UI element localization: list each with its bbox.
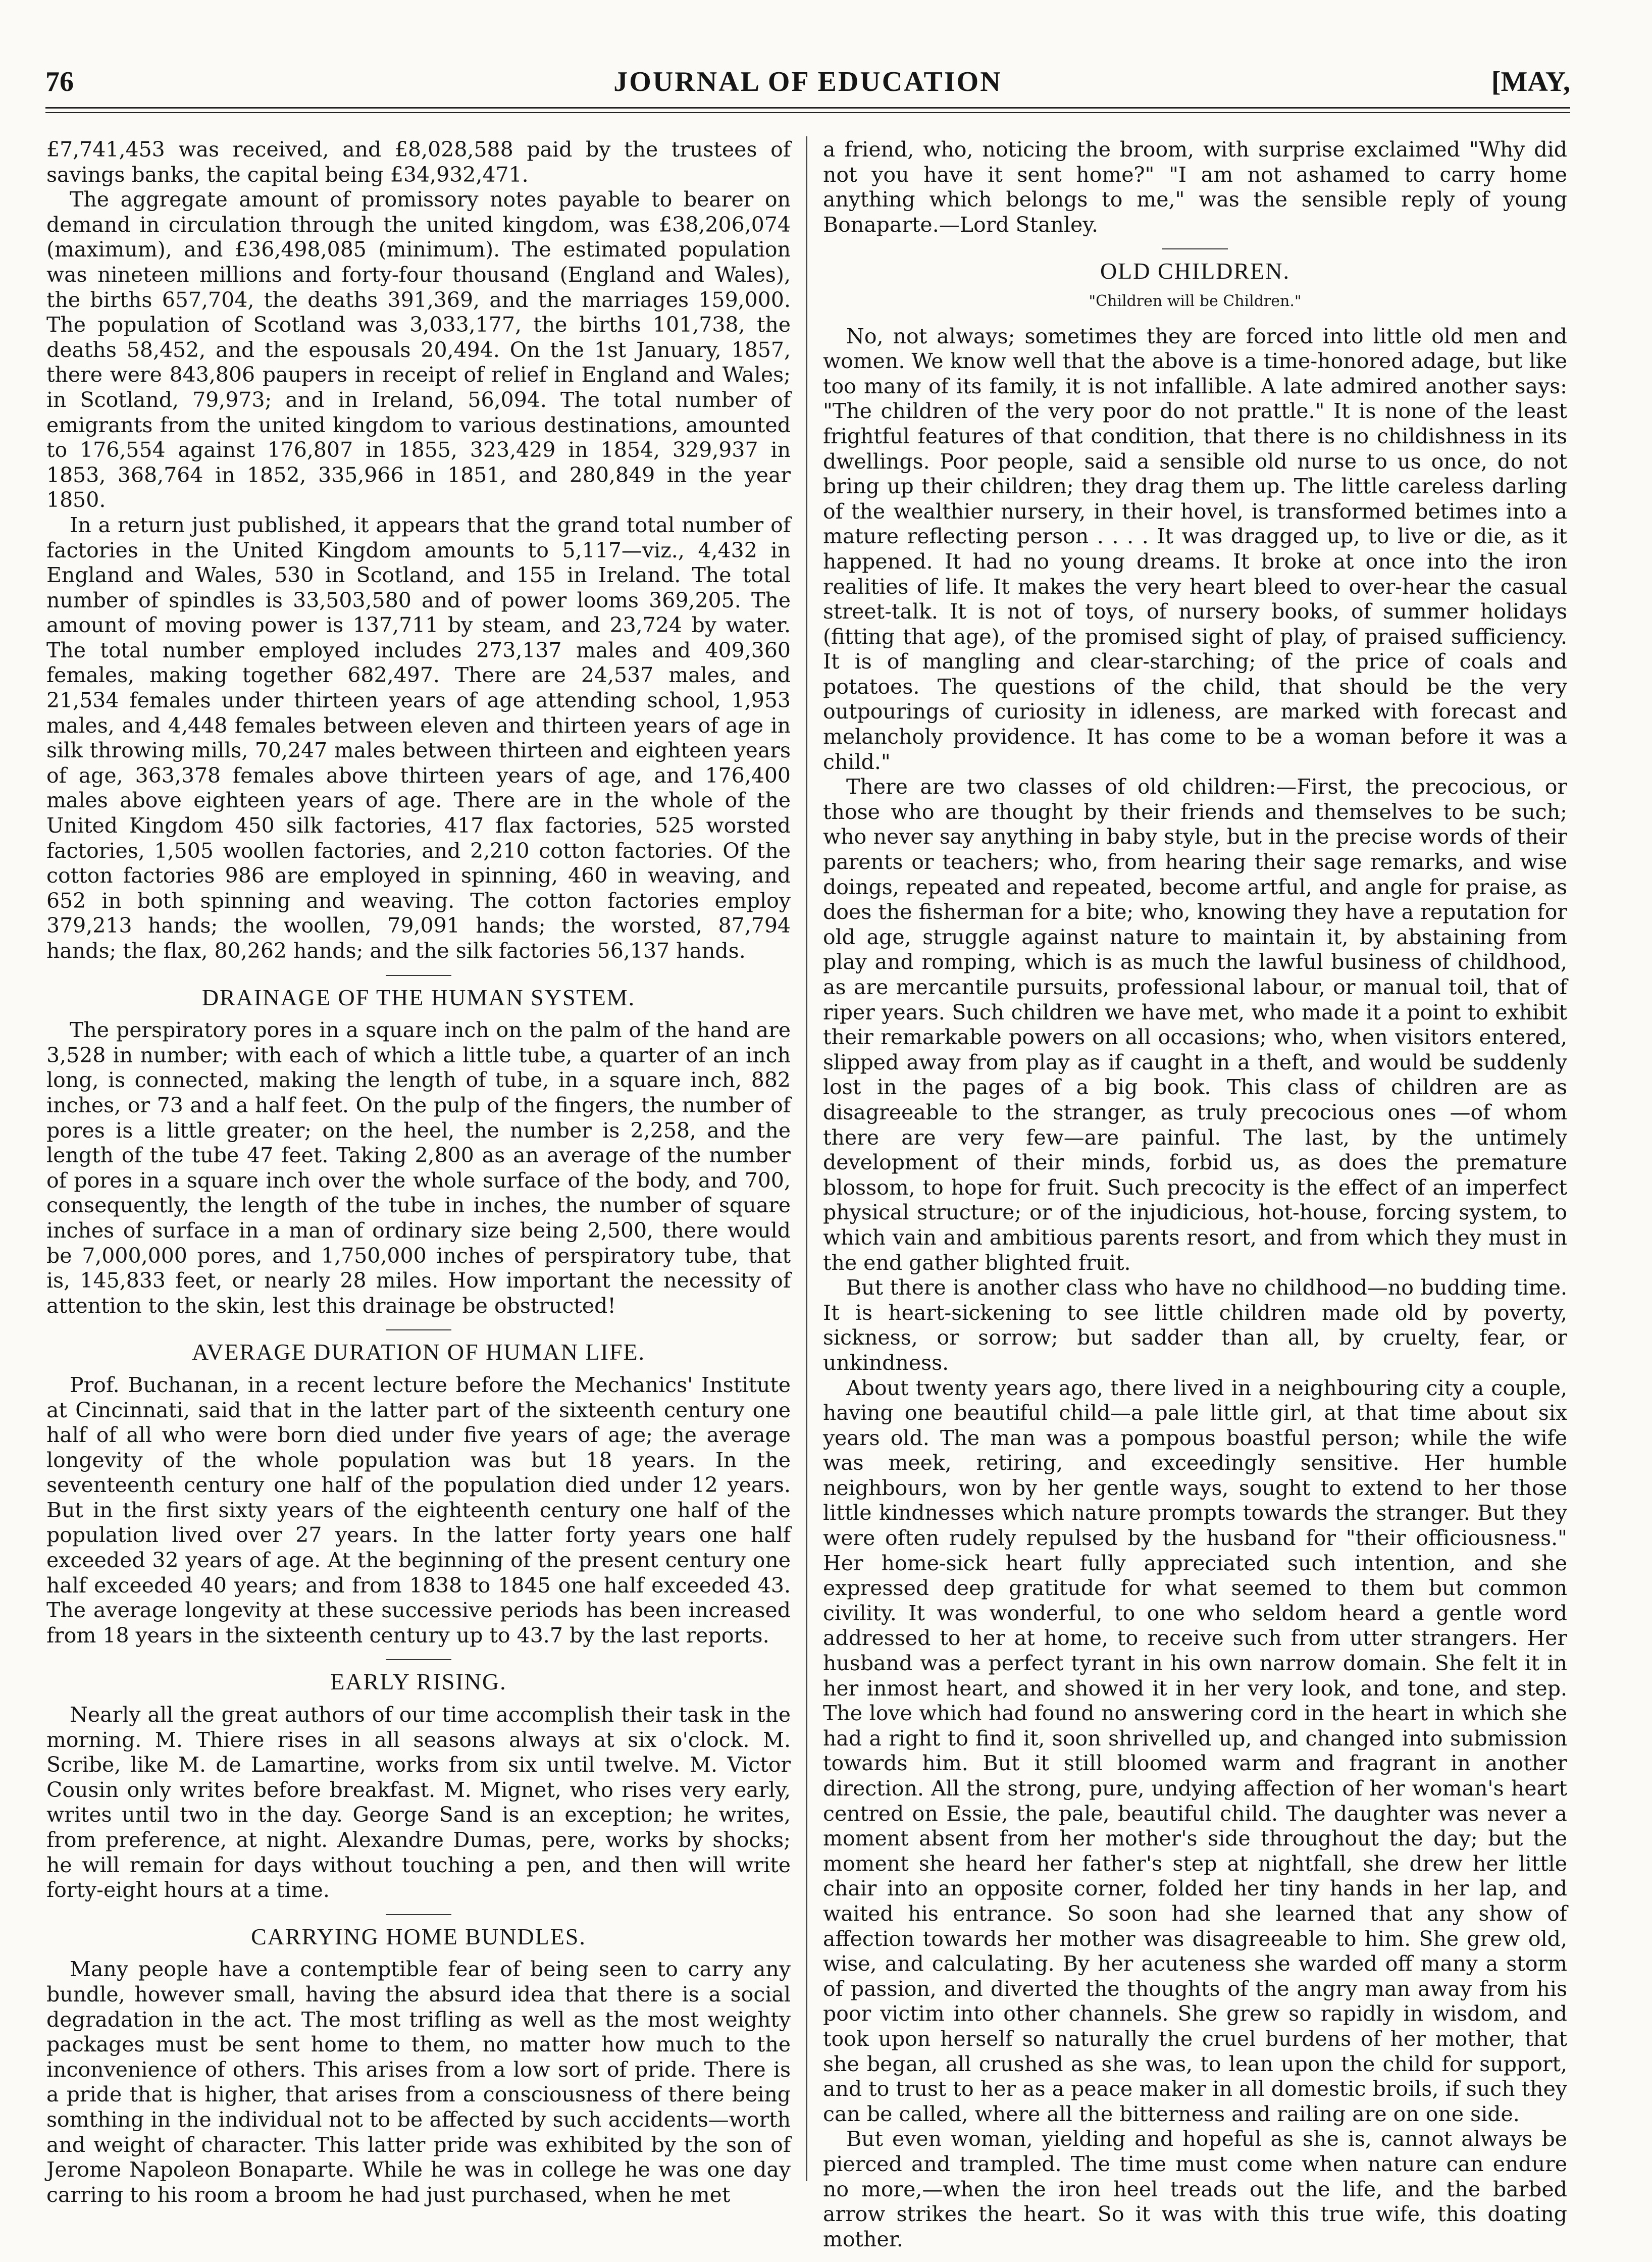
paragraph: £7,741,453 was received, and £8,028,588 paid by the trustees of savings banks, the capital being £34,932,471.	[46, 137, 791, 187]
paragraph: Many people have a contemptible fear of being seen to carry any bundle, however small, having the absurd idea that there is a social degradation in the act. The most trifling as well as the most weighty packages must be sent home to them, no matter how much to the inconvenience of others. This arises from a low sort of pride. There is a pride that is higher, that arises from a consciousness of there being somthing in the individual not to be affected by such accidents—worth and weight of character. This latter pride was exhibited by the son of Jerome Napoleon Bonaparte. While he was in college he was one day carring to his room a broom he had just purchased, when he met	[46, 1957, 791, 2207]
paragraph: But there is another class who have no childhood—no budding time. It is heart-sickening to see little children made old by poverty, sickness, or sorrow; but sadder than all, by cruelty, fear, or unkindness.	[823, 1275, 1567, 1375]
section-title-early-rising: EARLY RISING.	[330, 1669, 507, 1695]
section-title-bundles: CARRYING HOME BUNDLES.	[251, 1923, 586, 1949]
column-divider	[806, 136, 807, 2181]
page-number: 76	[45, 66, 74, 97]
header-rule	[45, 107, 1570, 109]
paragraph: Prof. Buchanan, in a recent lecture before the Mechanics' Institute at Cincinnati, said that in the latter part of the sixteenth century one half of all who were born died under five years of age; the average longevity of the whole population was but 18 years. In the seventeenth century one half of the population died under 12 years. But in the first sixty years of the eighteenth century one half of the population lived over 27 years. In the latter forty years one half exceeded 32 years of age. At the beginning of the present century one half exceeded 40 years; and from 1838 to 1845 one half exceeded 43. The average longevity at these successive periods has been increased from 18 years in the sixteenth century up to 43.7 by the last reports.	[46, 1372, 791, 1648]
journal-title: JOURNAL OF EDUCATION	[613, 66, 1002, 97]
header-rule-double	[45, 112, 1570, 113]
paragraph: But even woman, yielding and hopeful as she is, cannot always be pierced and trampled. The time must come when nature can endure no more,—when the iron heel treads out the life, and the barbed arrow strikes the heart. So it was with this true wife, this doating mother.	[823, 2127, 1567, 2251]
paragraph: a friend, who, noticing the broom, with surprise exclaimed "Why did not you have it sent home?" "I am not ashamed to carry home anything which belongs to me," was the sensible reply of young Bonaparte.—Lord Stanley.	[823, 137, 1567, 237]
paragraph: No, not always; sometimes they are forced into little old men and women. We know well that the above is a time-honored adage, but like too many of its family, it is not infallible. A late admired another says: "The children of the very poor do not prattle." It is none of the least frightful features of that condition, that there is no childishness in its dwellings. Poor people, said a sensible old nurse to us once, do not bring up their children; they drag them up. The little careless darling of the wealthier nursery, in their hovel, is transformed betimes into a mature reflecting person . . . . It was dragged up, to live or die, as it happened. It had no young dreams. It broke at once into the iron realities of life. It makes the very heart bleed to over-hear the casual street-talk. It is not of toys, of nursery books, of summer holidays (fitting that age), of the promised sight of play, of praised sufficiency. It is of mangling and clear-starching; of the price of coals and potatoes. The questions of the child, that should be the very outpourings of curiosity in idleness, are marked with forecast and melancholy providence. It has come to be a woman before it was a child."	[823, 324, 1567, 774]
section-rule	[386, 1329, 451, 1330]
left-column	[46, 137, 791, 2207]
section-rule	[386, 1659, 451, 1660]
section-title-duration: AVERAGE DURATION OF HUMAN LIFE.	[191, 1339, 646, 1365]
paragraph: In a return just published, it appears that the grand total number of factories in the United Kingdom amounts to 5,117—viz., 4,432 in England and Wales, 530 in Scotland, and 155 in Ireland. The total number of spindles is 33,503,580 and of power looms 369,205. The amount of moving power is 137,711 by steam, and 23,724 by water. The total number employed includes 273,137 males and 409,360 females, making together 682,497. There are 24,537 males, and 21,534 females under thirteen years of age attending school, 1,953 males, and 4,448 females between eleven and thirteen years of age in silk throwing mills, 70,247 males between thirteen and eighteen years of age, 363,378 females above thirteen years of age, and 176,400 males above eighteen years of age. There are in the whole of the United Kingdom 450 silk factories, 417 flax factories, 525 worsted factories, 1,505 woollen factories, and 2,210 cotton factories. Of the cotton factories 986 are employed in spinning, 460 in weaving, and 652 in both spinning and weaving. The cotton factories employ 379,213 hands; the woollen, 79,091 hands; the worsted, 87,794 hands; the flax, 80,262 hands; and the silk factories 56,137 hands.	[46, 512, 791, 963]
paragraph: There are two classes of old children:—First, the precocious, or those who are thought by their friends and themselves to be such; who never say anything in baby style, but in the precise words of their parents or teachers; who, from hearing their sage remarks, and wise doings, repeated and repeated, become artful, and angle for praise, as does the fisherman for a bite; who, knowing they have a reputation for old age, struggle against nature to maintain it, by abstaining from play and romping, which is as much the lawful business of childhood, as are mercantile pursuits, professional labour, or manual toil, that of riper years. Such children we have met, who made it a point to exhibit their remarkable powers on all occasions; who, when visitors entered, slipped away from play as if caught in a theft, and would be suddenly lost in the pages of a big book. This class of children are as disagreeable to the stranger, as truly precocious ones —of whom there are very few—are painful. The last, by the untimely development of their minds, forbid us, as does the premature blossom, to hope for fruit. Such precocity is the effect of an imperfect physical structure; or of the injudicious, hot-house, forcing system, to which vain and ambitious parents resort, and from which they must in the end gather blighted fruit.	[823, 775, 1567, 1275]
section-subtitle: "Children will be Children."	[1089, 292, 1302, 310]
section-title-drainage: DRAINAGE OF THE HUMAN SYSTEM.	[201, 984, 636, 1010]
section-rule	[386, 975, 451, 976]
paragraph: About twenty years ago, there lived in a neighbouring city a couple, having one beautiful child—a pale little girl, at that time about six years old. The man was a pompous boastful person; while the wife was meek, retiring, and exceedingly sensitive. Her humble neighbours, won by her gentle ways, sought to extend to her those little kindnesses which nature prompts towards the stranger. But they were often rudely repulsed by the husband for "their officiousness." Her home-sick heart fully appreciated such intention, and she expressed deep gratitude for what seemed to them but common civility. It was wonderful, to one who seldom heard a gentle word addressed to her at home, to receive such from utter strangers. Her husband was a perfect tyrant in his own narrow domain. She felt it in her inmost heart, and showed it in her very look, and tone, and step. The love which had found no answering cord in the heart in which she had a right to find it, soon shrivelled up, and changed into submission towards him. But it still bloomed warm and fragrant in another direction. All the strong, pure, undying affection of her woman's heart centred on Essie, the pale, beautiful child. The daughter was never a moment absent from her mother's side throughout the day; but the moment she heard her father's step at nightfall, she drew her little chair into an opposite corner, folded her tiny hands in her lap, and waited his entrance. So soon had she learned that any show of affection towards her mother was disagreeable to him. She grew old, wise, and calculating. By her acuteness she warded off many a storm of passion, and diverted the thoughts of the angry man away from his poor victim into other channels. She grew so rapidly in wisdom, and took upon herself so naturally the cruel burdens of her mother, that she began, all crushed as she was, to lean upon the child for support, and to trust to her as a peace maker in all domestic broils, if such they can be called, where all the bitterness and railing are on one side.	[823, 1375, 1567, 2126]
section-title-old-children: OLD CHILDREN.	[1100, 258, 1290, 284]
section-rule	[386, 1914, 451, 1915]
paragraph: Nearly all the great authors of our time accomplish their task in the morning. M. Thiere rises in all seasons always at six o'clock. M. Scribe, like M. de Lamartine, works from six until twelve. M. Victor Cousin only writes before breakfast. M. Mignet, who rises very early, writes until two in the day. George Sand is an exception; he writes, from preference, at night. Alexandre Dumas, pere, works by shocks; he will remain for days without touching a pen, and then will write forty-eight hours at a time.	[46, 1703, 791, 1903]
paragraph: The aggregate amount of promissory notes payable to bearer on demand in circulation through the united kingdom, was £38,206,074 (maximum), and £36,498,085 (minimum). The estimated population was nineteen millions and forty-four thousand (England and Wales), the births 657,704, the deaths 391,369, and the marriages 159,000. The population of Scotland was 3,033,177, the births 101,738, the deaths 58,452, and the espousals 20,494. On the 1st January, 1857, there were 843,806 paupers in receipt of relief in England and Wales; in Scotland, 79,973; and in Ireland, 56,094. The total number of emigrants from the united kingdom to various destinations, amounted to 176,554 against 176,807 in 1855, 323,429 in 1854, 329,937 in 1853, 368,764 in 1852, 335,966 in 1851, and 280,849 in the year 1850.	[46, 187, 791, 512]
section-rule	[1162, 248, 1228, 249]
paragraph: The perspiratory pores in a square inch on the palm of the hand are 3,528 in number; with each of which a little tube, a quarter of an inch long, is connected, making the length of tube, in a square inch, 882 inches, or 73 and a half feet. On the pulp of the fingers, the number of pores is a little greater; on the heel, the number is 2,258, and the length of the tube 47 feet. Taking 2,800 as an average of the number of pores in a square inch over the whole surface of the body, and 700, consequently, the length of the tube in inches, the number of square inches of surface in a man of ordinary size being 2,500, there would be 7,000,000 pores, and 1,750,000 inches of perspiratory tube, that is, 145,833 feet, or nearly 28 miles. How important the necessity of attention to the skin, lest this drainage be obstructed!	[46, 1018, 791, 1318]
month-label: [MAY,	[1491, 66, 1570, 97]
right-column	[823, 137, 1567, 2252]
running-header	[45, 66, 1570, 101]
